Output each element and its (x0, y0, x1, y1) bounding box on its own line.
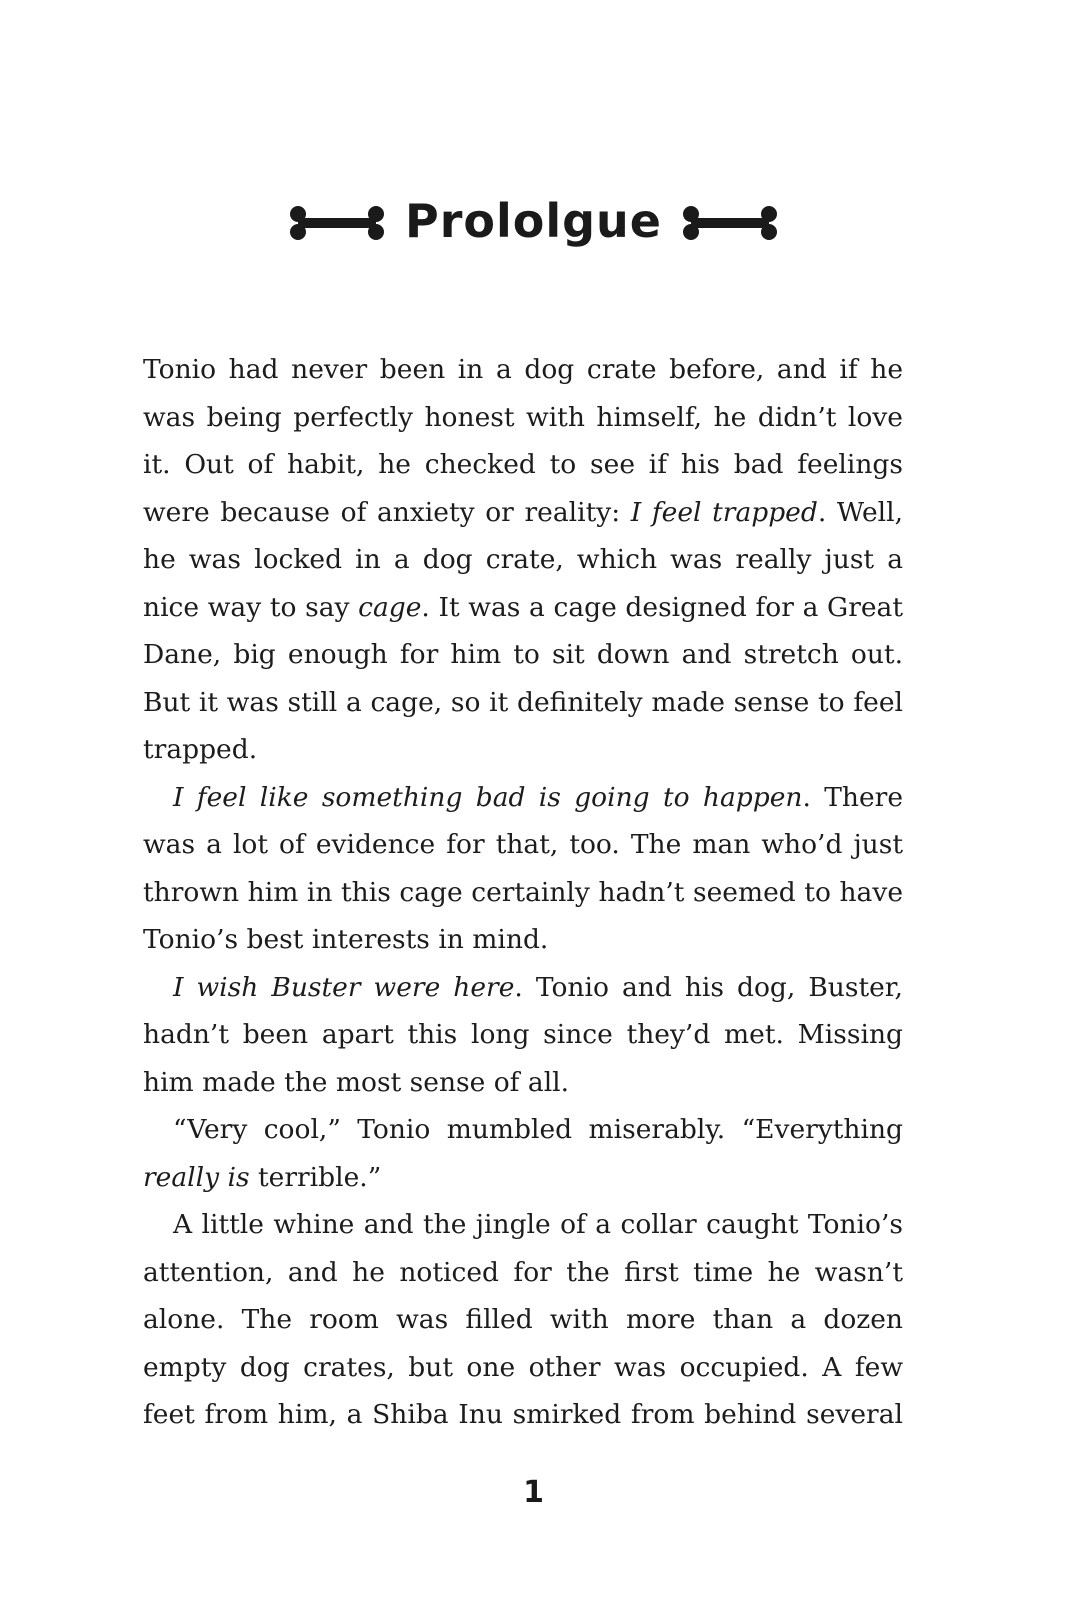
text-run: A little whine and the jingle of a collar caught Tonio’s attention, and he noticed for the first time he wasn’t alone. The room was filled with more than a dozen empty dog crates, but one other was occupied. A few feet from him, a Shiba Inu smirked from behind several (143, 1209, 903, 1430)
text-run: . It was a cage designed for a Great Dane, big enough for him to sit down and stretch out. But it was still a cage, so it definitely made sense to feel trapped. (143, 591, 903, 765)
text-run: . Well, he was locked in a dog crate, which was really just a nice way to say (143, 496, 904, 623)
page-number: 1 (523, 1475, 544, 1510)
chapter-heading (0, 188, 1067, 258)
bone-icon (289, 203, 385, 243)
paragraph (143, 346, 903, 774)
paragraph (143, 964, 903, 1107)
body-text (143, 346, 903, 1439)
text-run: . Tonio and his dog, Buster, hadn’t been apart this long since they’d met. Missing him made the most sense of all. (143, 971, 903, 1098)
italic-run: really is (143, 1161, 250, 1193)
chapter-title: Prololgue (404, 194, 662, 248)
italic-run: I feel like something bad is going to happen (173, 781, 803, 813)
text-run: Tonio had never been in a dog crate before, and if he was being perfectly honest with himself, he didn’t love it. Out of habit, he checked to see if his bad feelings were because of anxiety or reality: (143, 354, 903, 528)
paragraph (143, 1201, 903, 1439)
text-run: . There was a lot of evidence for that, too. The man who’d just thrown him in this cage certainly hadn’t seemed to have Tonio’s best interests in mind. (143, 781, 904, 955)
italic-run: I wish Buster were here (173, 971, 515, 1003)
italic-run: I feel trapped (630, 496, 818, 528)
text-run: terrible.” (249, 1161, 382, 1193)
bone-icon (682, 203, 778, 243)
paragraph (143, 774, 903, 964)
text-run: “Very cool,” Tonio mumbled miserably. “Everything (173, 1114, 903, 1145)
italic-run: cage (358, 591, 422, 623)
paragraph (143, 1106, 903, 1201)
